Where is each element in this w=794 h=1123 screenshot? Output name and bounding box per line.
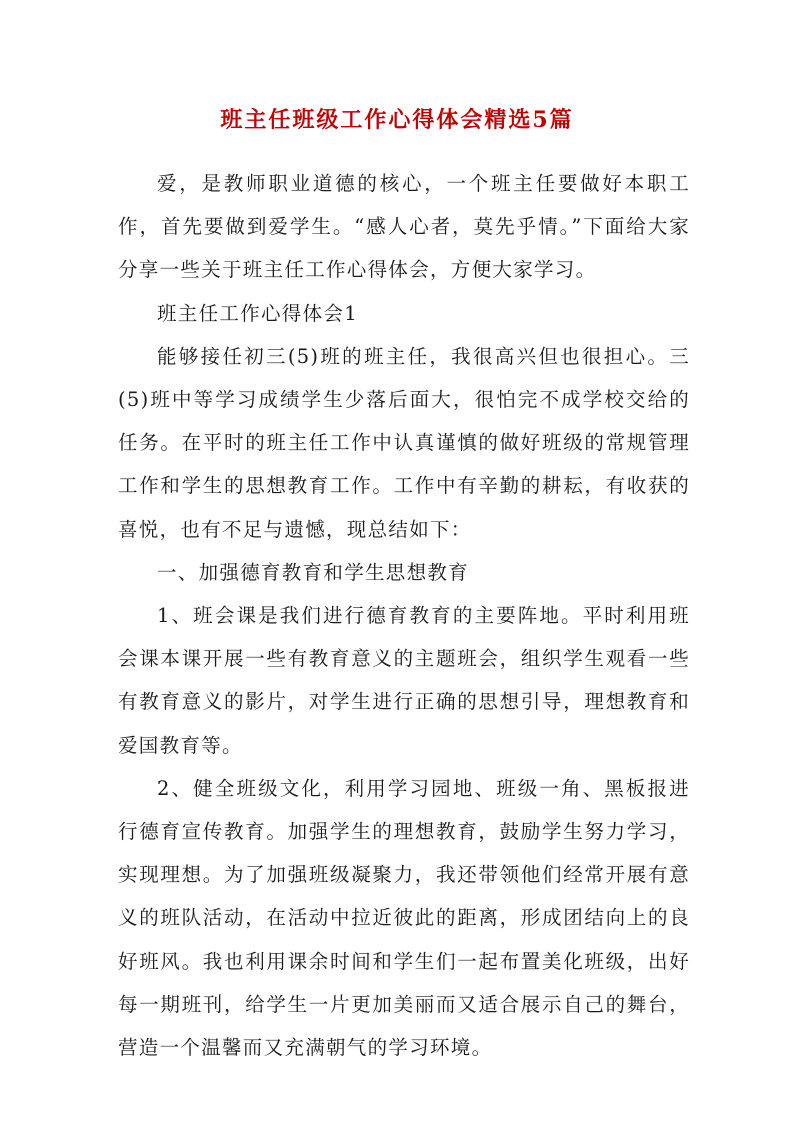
body-paragraph: 1、班会课是我们进行德育教育的主要阵地。平时利用班会课本课开展一些有教育意义的主题班会，组织学生观看一些有教育意义的影片，对学生进行正确的思想引导，理想教育和爱国教育等。: [118, 604, 690, 757]
body-paragraph: 2、健全班级文化，利用学习园地、班级一角、黑板报进行德育宣传教育。加强学生的理想教育，鼓励学生努力学习，实现理想。为了加强班级凝聚力，我还带领他们经常开展有意义的班队活动，在活动中拉近彼此的距离，形成团结向上的良好班风。我也利用课余时间和学生们一起布置美化班级，出好每一期班刊，给学生一片更加美丽而又适合展示自己的舞台，营造一个温馨而又充满朝气的学习环境。: [118, 776, 690, 1060]
document-title: 班主任班级工作心得体会精选5篇: [220, 107, 574, 133]
subsection-heading: 一、加强德育教育和学生思想教育: [157, 560, 470, 584]
section-heading-1: 班主任工作心得体会1: [157, 301, 358, 325]
document-body: [118, 162, 690, 1069]
intro-paragraph: 爱，是教师职业道德的核心，一个班主任要做好本职工作，首先要做到爱学生。“感人心者，莫先乎情。”下面给大家分享一些关于班主任工作心得体会，方便大家学习。: [118, 172, 690, 282]
body-paragraph: 能够接任初三(5)班的班主任，我很高兴但也很担心。三(5)班中等学习成绩学生少落后面大，很怕完不成学校交给的任务。在平时的班主任工作中认真谨慎的做好班级的常规管理工作和学生的思想教育工作。工作中有辛勤的耕耘，有收获的喜悦，也有不足与遗憾，现总结如下：: [118, 344, 690, 541]
